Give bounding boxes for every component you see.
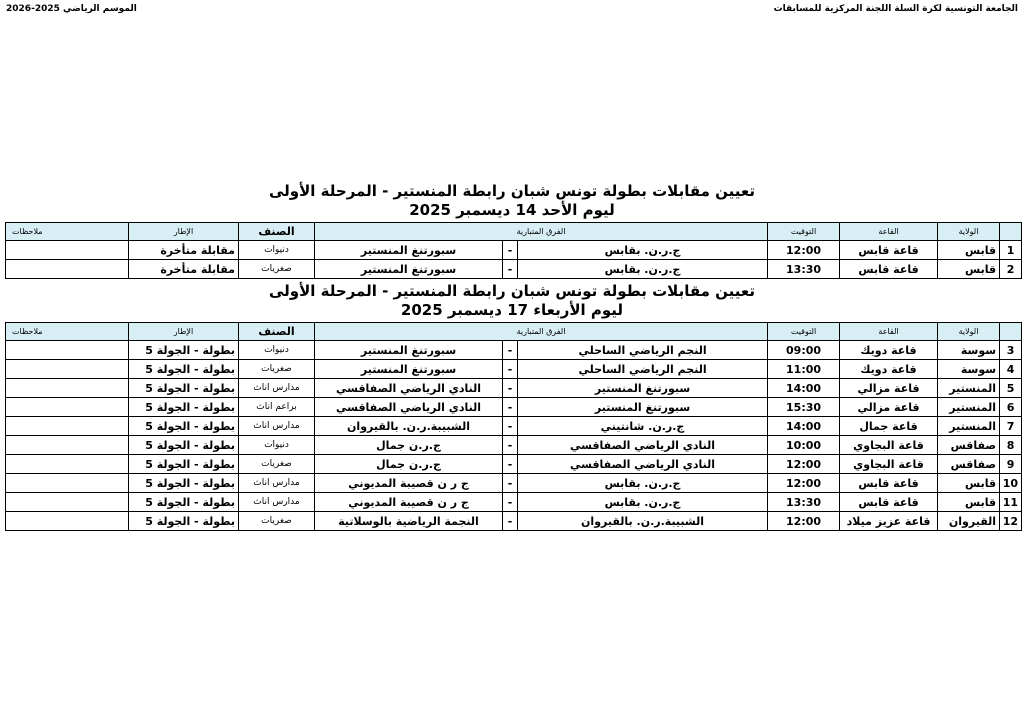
row-notes bbox=[6, 455, 129, 474]
row-time: 11:00 bbox=[768, 360, 840, 379]
row-hall: قاعة قابس bbox=[840, 474, 938, 493]
row-wilaya: سوسة bbox=[938, 360, 1000, 379]
table-row bbox=[6, 417, 1022, 436]
section1-title: تعيين مقابلات بطولة تونس شبان رابطة المنستير - المرحلة الأولى bbox=[269, 182, 755, 200]
row-home-team: النادي الرياضي الصفاقسي bbox=[518, 436, 768, 455]
row-hall: قاعة دويك bbox=[840, 341, 938, 360]
row-wilaya: قابس bbox=[938, 260, 1000, 279]
row-notes bbox=[6, 474, 129, 493]
row-away-team: ج ر ن قصيبة المديوني bbox=[315, 474, 503, 493]
col-category: الصنف bbox=[239, 323, 315, 341]
row-notes bbox=[6, 360, 129, 379]
row-wilaya: المنستير bbox=[938, 417, 1000, 436]
row-hall: قاعة مزالي bbox=[840, 379, 938, 398]
row-away-team: الشبيبة.ر.ن. بالقيروان bbox=[315, 417, 503, 436]
row-home-team: سبورتنغ المنستير bbox=[518, 379, 768, 398]
row-category: مدارس اناث bbox=[239, 493, 315, 512]
season-header: الموسم الرياضي 2025-2026 bbox=[6, 4, 137, 14]
col-teams: الفرق المتبارية bbox=[315, 323, 768, 341]
col-notes: ملاحظات bbox=[6, 323, 129, 341]
row-notes bbox=[6, 341, 129, 360]
row-away-team: النادي الرياضي الصفاقسي bbox=[315, 398, 503, 417]
row-time: 14:00 bbox=[768, 417, 840, 436]
col-teams: الفرق المتبارية bbox=[315, 223, 768, 241]
row-home-team: النجم الرياضي الساحلي bbox=[518, 341, 768, 360]
row-frame: بطولة - الجولة 5 bbox=[129, 436, 239, 455]
row-wilaya: المنستير bbox=[938, 398, 1000, 417]
table-row bbox=[6, 455, 1022, 474]
row-number: 10 bbox=[1000, 474, 1022, 493]
row-number: 11 bbox=[1000, 493, 1022, 512]
row-notes bbox=[6, 379, 129, 398]
row-home-team: سبورتنغ المنستير bbox=[518, 398, 768, 417]
row-hall: قاعة مزالي bbox=[840, 398, 938, 417]
row-hall: قاعة البجاوي bbox=[840, 436, 938, 455]
row-hall: قاعة البجاوي bbox=[840, 455, 938, 474]
row-wilaya: سوسة bbox=[938, 341, 1000, 360]
schedule-table-1 bbox=[5, 222, 1022, 279]
col-number bbox=[1000, 223, 1022, 241]
row-away-team: سبورتنغ المنستير bbox=[315, 360, 503, 379]
row-category: مدارس اناث bbox=[239, 379, 315, 398]
row-number: 9 bbox=[1000, 455, 1022, 474]
federation-header: الجامعة التونسية لكرة السلة اللجنة المركزية للمسابقات bbox=[773, 4, 1018, 14]
row-dash: - bbox=[503, 398, 518, 417]
row-home-team: ج.ر.ن. بقابس bbox=[518, 241, 768, 260]
schedule-table-2 bbox=[5, 322, 1022, 531]
row-number: 12 bbox=[1000, 512, 1022, 531]
row-home-team: النجم الرياضي الساحلي bbox=[518, 360, 768, 379]
row-frame: بطولة - الجولة 5 bbox=[129, 474, 239, 493]
row-frame: مقابلة متأخرة bbox=[129, 260, 239, 279]
row-frame: بطولة - الجولة 5 bbox=[129, 379, 239, 398]
row-away-team: ج ر ن قصيبة المديوني bbox=[315, 493, 503, 512]
row-category: صغريات bbox=[239, 260, 315, 279]
row-number: 8 bbox=[1000, 436, 1022, 455]
col-wilaya: الولاية bbox=[938, 223, 1000, 241]
row-number: 1 bbox=[1000, 241, 1022, 260]
row-category: دنيوات bbox=[239, 241, 315, 260]
row-wilaya: المنستير bbox=[938, 379, 1000, 398]
col-frame: الإطار bbox=[129, 323, 239, 341]
table-row bbox=[6, 241, 1022, 260]
row-hall: قاعة جمال bbox=[840, 417, 938, 436]
row-away-team: ج.ر.ن جمال bbox=[315, 436, 503, 455]
row-time: 12:00 bbox=[768, 474, 840, 493]
row-notes bbox=[6, 512, 129, 531]
row-time: 15:30 bbox=[768, 398, 840, 417]
row-frame: بطولة - الجولة 5 bbox=[129, 512, 239, 531]
row-dash: - bbox=[503, 474, 518, 493]
col-hall: القاعة bbox=[840, 223, 938, 241]
col-hall: القاعة bbox=[840, 323, 938, 341]
col-time: التوقيت bbox=[768, 223, 840, 241]
row-number: 2 bbox=[1000, 260, 1022, 279]
col-frame: الإطار bbox=[129, 223, 239, 241]
row-home-team: ج.ر.ن. بقابس bbox=[518, 493, 768, 512]
row-away-team: سبورتنغ المنستير bbox=[315, 241, 503, 260]
row-dash: - bbox=[503, 341, 518, 360]
row-frame: بطولة - الجولة 5 bbox=[129, 398, 239, 417]
section1-date: ليوم الأحد 14 ديسمبر 2025 bbox=[409, 201, 615, 219]
row-frame: بطولة - الجولة 5 bbox=[129, 493, 239, 512]
row-time: 10:00 bbox=[768, 436, 840, 455]
row-number: 7 bbox=[1000, 417, 1022, 436]
row-category: دنيوات bbox=[239, 341, 315, 360]
table-header-row bbox=[6, 223, 1022, 241]
row-away-team: سبورتنغ المنستير bbox=[315, 260, 503, 279]
row-hall: قاعة قابس bbox=[840, 493, 938, 512]
row-hall: قاعة عزيز ميلاد bbox=[840, 512, 938, 531]
row-category: دنيوات bbox=[239, 436, 315, 455]
row-time: 12:00 bbox=[768, 455, 840, 474]
row-time: 09:00 bbox=[768, 341, 840, 360]
row-frame: بطولة - الجولة 5 bbox=[129, 417, 239, 436]
col-number bbox=[1000, 323, 1022, 341]
row-home-team: النادي الرياضي الصفاقسي bbox=[518, 455, 768, 474]
row-frame: بطولة - الجولة 5 bbox=[129, 455, 239, 474]
row-dash: - bbox=[503, 260, 518, 279]
row-dash: - bbox=[503, 241, 518, 260]
row-category: صغريات bbox=[239, 455, 315, 474]
row-number: 4 bbox=[1000, 360, 1022, 379]
row-dash: - bbox=[503, 493, 518, 512]
row-wilaya: صفاقس bbox=[938, 455, 1000, 474]
row-frame: بطولة - الجولة 5 bbox=[129, 341, 239, 360]
table-row bbox=[6, 379, 1022, 398]
row-frame: مقابلة متأخرة bbox=[129, 241, 239, 260]
row-category: صغريات bbox=[239, 360, 315, 379]
row-notes bbox=[6, 260, 129, 279]
row-frame: بطولة - الجولة 5 bbox=[129, 360, 239, 379]
row-home-team: ج.ر.ن. بقابس bbox=[518, 260, 768, 279]
row-notes bbox=[6, 417, 129, 436]
row-away-team: النادي الرياضي الصفاقسي bbox=[315, 379, 503, 398]
row-away-team: سبورتنغ المنستير bbox=[315, 341, 503, 360]
table-header-row bbox=[6, 323, 1022, 341]
row-number: 3 bbox=[1000, 341, 1022, 360]
row-time: 12:00 bbox=[768, 512, 840, 531]
row-wilaya: صفاقس bbox=[938, 436, 1000, 455]
col-category: الصنف bbox=[239, 223, 315, 241]
row-category: مدارس اناث bbox=[239, 417, 315, 436]
row-time: 13:30 bbox=[768, 493, 840, 512]
table-row bbox=[6, 398, 1022, 417]
row-dash: - bbox=[503, 455, 518, 474]
row-category: صغريات bbox=[239, 512, 315, 531]
row-dash: - bbox=[503, 417, 518, 436]
row-hall: قاعة دويك bbox=[840, 360, 938, 379]
row-time: 14:00 bbox=[768, 379, 840, 398]
row-time: 13:30 bbox=[768, 260, 840, 279]
table-row bbox=[6, 360, 1022, 379]
row-number: 5 bbox=[1000, 379, 1022, 398]
table-row bbox=[6, 341, 1022, 360]
row-notes bbox=[6, 493, 129, 512]
row-time: 12:00 bbox=[768, 241, 840, 260]
row-hall: قاعة قابس bbox=[840, 241, 938, 260]
row-notes bbox=[6, 398, 129, 417]
row-notes bbox=[6, 436, 129, 455]
row-home-team: ج.ر.ن. بقابس bbox=[518, 474, 768, 493]
col-time: التوقيت bbox=[768, 323, 840, 341]
row-category: مدارس اناث bbox=[239, 474, 315, 493]
table-row bbox=[6, 512, 1022, 531]
col-notes: ملاحظات bbox=[6, 223, 129, 241]
row-home-team: ج.ر.ن. شانتيني bbox=[518, 417, 768, 436]
table-row bbox=[6, 260, 1022, 279]
row-home-team: الشبيبة.ر.ن. بالقيروان bbox=[518, 512, 768, 531]
section2-date: ليوم الأربعاء 17 ديسمبر 2025 bbox=[400, 301, 624, 319]
row-dash: - bbox=[503, 360, 518, 379]
row-wilaya: القيروان bbox=[938, 512, 1000, 531]
row-dash: - bbox=[503, 379, 518, 398]
row-hall: قاعة قابس bbox=[840, 260, 938, 279]
row-dash: - bbox=[503, 436, 518, 455]
row-category: براعم اناث bbox=[239, 398, 315, 417]
section2-title: تعيين مقابلات بطولة تونس شبان رابطة المنستير - المرحلة الأولى bbox=[269, 282, 755, 300]
row-wilaya: قابس bbox=[938, 493, 1000, 512]
row-wilaya: قابس bbox=[938, 241, 1000, 260]
row-dash: - bbox=[503, 512, 518, 531]
row-away-team: النجمة الرياضية بالوسلاتية bbox=[315, 512, 503, 531]
row-wilaya: قابس bbox=[938, 474, 1000, 493]
table-row bbox=[6, 436, 1022, 455]
row-number: 6 bbox=[1000, 398, 1022, 417]
table-row bbox=[6, 493, 1022, 512]
col-wilaya: الولاية bbox=[938, 323, 1000, 341]
table-row bbox=[6, 474, 1022, 493]
row-notes bbox=[6, 241, 129, 260]
row-away-team: ج.ر.ن جمال bbox=[315, 455, 503, 474]
